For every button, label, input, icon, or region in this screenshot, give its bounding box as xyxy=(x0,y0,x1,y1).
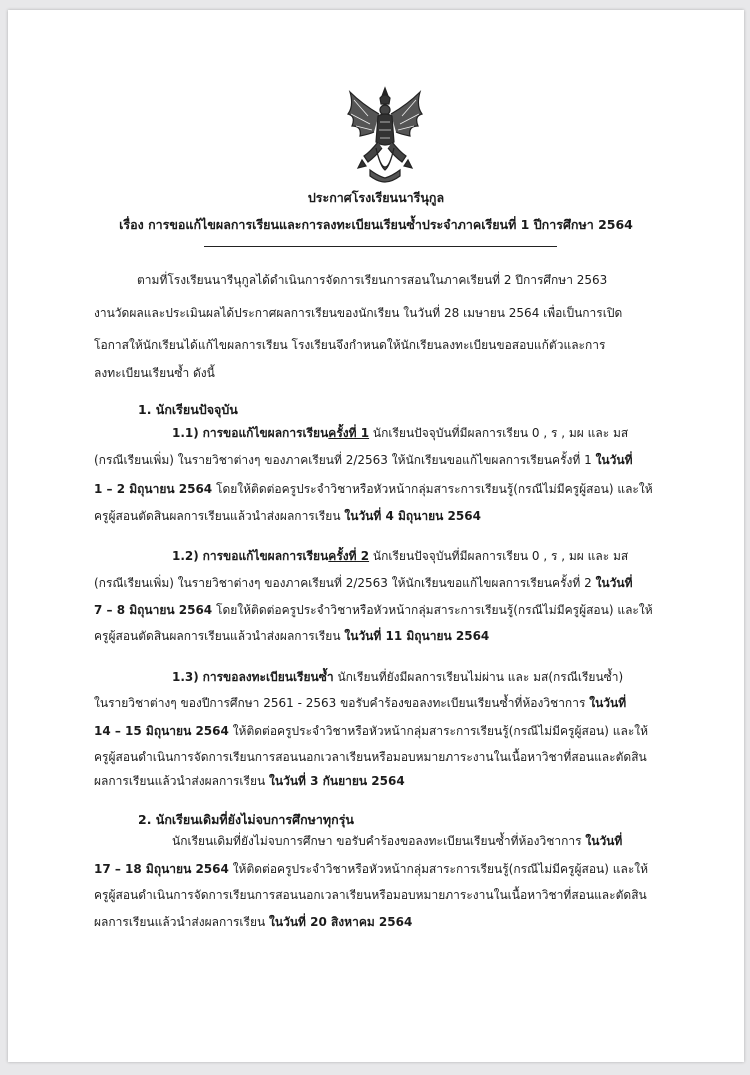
item-1-3-text-5: ผลการเรียนแล้วนำส่งผลการเรียน xyxy=(94,774,266,788)
document-page xyxy=(8,10,744,1062)
section-2-line-3: ครูผู้สอนดำเนินการจัดการเรียนการสอนนอกเวลาเรียนหรือมอบหมายภาระงานในเนื้อหาวิชาที่สอนและตัดสิน xyxy=(94,888,647,902)
intro-line-3: โอกาสให้นักเรียนได้แก้ไขผลการเรียน โรงเรียนจึงกำหนดให้นักเรียนลงทะเบียนขอสอบแก้ตัวและการ xyxy=(94,338,606,352)
item-1-1-text-3: โดยให้ติดต่อครูประจำวิชาหรือหัวหน้ากลุ่มสาระการเรียนรู้(กรณีไม่มีครูผู้สอน) และให้ xyxy=(216,482,653,496)
item-1-1-line-4 xyxy=(94,503,481,529)
item-1-1-title: การขอแก้ไขผลการเรียน xyxy=(202,426,329,440)
item-1-3-date: 14 – 15 มิถุนายน 2564 xyxy=(94,724,229,738)
intro-line-2: งานวัดผลและประเมินผลได้ประกาศผลการเรียนของนักเรียน ในวันที่ 28 เมษายน 2564 เพื่อเป็นการเปิด xyxy=(94,306,623,320)
section-2-deadline: ในวันที่ 20 สิงหาคม 2564 xyxy=(269,915,413,929)
announcement-title: ประกาศโรงเรียนนารีนุกูล xyxy=(307,190,445,205)
item-1-3-number: 1.3) xyxy=(172,670,199,684)
item-1-3-line-2 xyxy=(94,690,626,716)
item-1-2-line-3 xyxy=(94,597,653,623)
item-1-3-line-5 xyxy=(94,768,405,794)
item-1-1-text-2: (กรณีเรียนเพิ่ม) ในรายวิชาต่างๆ ของภาคเรียนที่ 2/2563 ให้นักเรียนขอแก้ไขผลการเรียนครั้งที่ 1 xyxy=(94,453,592,467)
item-1-2-on-date: ในวันที่ xyxy=(595,576,633,590)
item-1-2-line-1 xyxy=(172,543,628,569)
item-1-3-line-1 xyxy=(172,664,623,690)
intro-line-4: ลงทะเบียนเรียนซ้ำ ดังนี้ xyxy=(94,366,215,380)
item-1-2-desc: นักเรียนปัจจุบันที่มีผลการเรียน 0 , ร , มผ และ มส xyxy=(372,549,629,563)
item-1-1-on-date: ในวันที่ xyxy=(595,453,633,467)
item-1-1-desc: นักเรียนปัจจุบันที่มีผลการเรียน 0 , ร , มผ และ มส xyxy=(372,426,629,440)
item-1-3-text-2: ในรายวิชาต่างๆ ของปีการศึกษา 2561 - 2563 ขอรับคำร้องขอลงทะเบียนเรียนซ้ำที่ห้องวิชาการ xyxy=(94,696,586,710)
item-1-2-line-2 xyxy=(94,570,632,596)
item-1-2-number: 1.2) xyxy=(172,549,199,563)
item-1-3-text-3: ให้ติดต่อครูประจำวิชาหรือหัวหน้ากลุ่มสาระการเรียนรู้(กรณีไม่มีครูผู้สอน) และให้ xyxy=(232,724,649,738)
item-1-3-title: การขอลงทะเบียนเรียนซ้ำ xyxy=(202,670,334,684)
section-2-line-1 xyxy=(172,828,622,854)
item-1-1-round: ครั้งที่ 1 xyxy=(328,426,370,440)
intro-line-1: ตามที่โรงเรียนนารีนุกูลได้ดำเนินการจัดการเรียนการสอนในภาคเรียนที่ 2 ปีการศึกษา 2563 xyxy=(137,273,608,287)
item-1-3-line-3 xyxy=(94,718,648,744)
item-1-2-text-2: (กรณีเรียนเพิ่ม) ในรายวิชาต่างๆ ของภาคเรียนที่ 2/2563 ให้นักเรียนขอแก้ไขผลการเรียนครั้งที่ 2 xyxy=(94,576,592,590)
item-1-1-date: 1 – 2 มิถุนายน 2564 xyxy=(94,482,213,496)
section-2-text-1: นักเรียนเดิมที่ยังไม่จบการศึกษา ขอรับคำร้องขอลงทะเบียนเรียนซ้ำที่ห้องวิชาการ xyxy=(172,834,582,848)
item-1-2-text-4: ครูผู้สอนตัดสินผลการเรียนแล้วนำส่งผลการเรียน xyxy=(94,629,341,643)
section-2-line-4 xyxy=(94,909,412,935)
section-2-heading: 2. นักเรียนเดิมที่ยังไม่จบการศึกษาทุกรุ่น xyxy=(138,812,354,827)
section-1-heading: 1. นักเรียนปัจจุบัน xyxy=(138,402,238,417)
section-2-text-2: ให้ติดต่อครูประจำวิชาหรือหัวหน้ากลุ่มสาระการเรียนรู้(กรณีไม่มีครูผู้สอน) และให้ xyxy=(232,862,649,876)
item-1-3-on-date: ในวันที่ xyxy=(589,696,627,710)
item-1-2-title: การขอแก้ไขผลการเรียน xyxy=(202,549,329,563)
item-1-2-deadline: ในวันที่ 11 มิถุนายน 2564 xyxy=(344,629,490,643)
item-1-2-line-4 xyxy=(94,623,489,649)
section-2-line-2 xyxy=(94,856,648,882)
item-1-1-number: 1.1) xyxy=(172,426,199,440)
header-divider xyxy=(204,246,557,247)
garuda-emblem-icon xyxy=(344,86,426,186)
item-1-1-line-3 xyxy=(94,476,653,502)
item-1-3-deadline: ในวันที่ 3 กันยายน 2564 xyxy=(269,774,405,788)
item-1-1-line-2 xyxy=(94,447,632,473)
item-1-1-deadline: ในวันที่ 4 มิถุนายน 2564 xyxy=(344,509,481,523)
item-1-2-round: ครั้งที่ 2 xyxy=(328,549,370,563)
section-2-text-4: ผลการเรียนแล้วนำส่งผลการเรียน xyxy=(94,915,266,929)
item-1-1-text-4: ครูผู้สอนตัดสินผลการเรียนแล้วนำส่งผลการเรียน xyxy=(94,509,341,523)
item-1-3-line-4: ครูผู้สอนดำเนินการจัดการเรียนการสอนนอกเวลาเรียนหรือมอบหมายภาระงานในเนื้อหาวิชาที่สอนและตัดสิน xyxy=(94,750,647,764)
item-1-3-desc: นักเรียนที่ยังมีผลการเรียนไม่ผ่าน และ มส(กรณีเรียนซ้ำ) xyxy=(337,670,624,684)
announcement-subject: เรื่อง การขอแก้ไขผลการเรียนและการลงทะเบียนเรียนซ้ำประจำภาคเรียนที่ 1 ปีการศึกษา 2564 xyxy=(119,217,633,232)
section-2-date: 17 – 18 มิถุนายน 2564 xyxy=(94,862,229,876)
item-1-1-line-1 xyxy=(172,420,628,446)
item-1-2-text-3: โดยให้ติดต่อครูประจำวิชาหรือหัวหน้ากลุ่มสาระการเรียนรู้(กรณีไม่มีครูผู้สอน) และให้ xyxy=(216,603,653,617)
item-1-2-date: 7 – 8 มิถุนายน 2564 xyxy=(94,603,213,617)
section-2-on-date: ในวันที่ xyxy=(585,834,623,848)
